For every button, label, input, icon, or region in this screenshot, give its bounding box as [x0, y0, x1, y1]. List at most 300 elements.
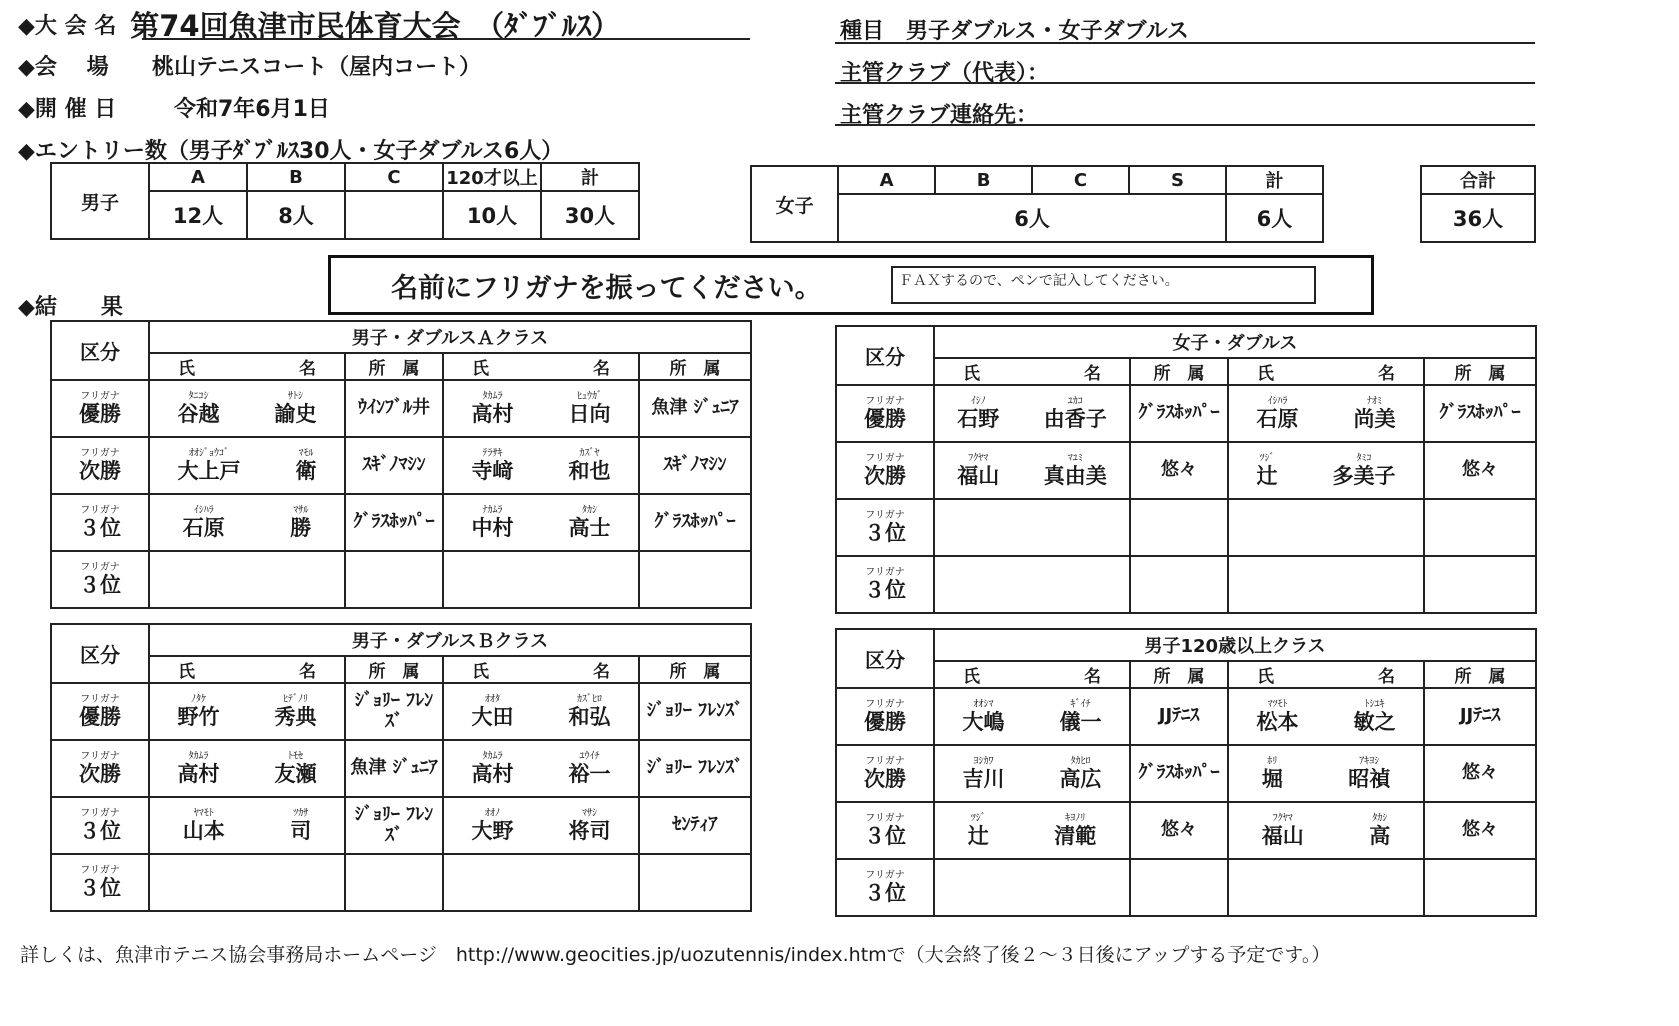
surname-kanji: 松本 — [1256, 710, 1299, 734]
rank-cell — [836, 442, 934, 499]
rank-furigana: フリガナ — [865, 813, 905, 824]
affiliation-cell: ｼﾞｮﾘｰ ﾌﾚﾝｽﾞ — [639, 683, 751, 740]
given-name-header: 名 — [299, 359, 316, 379]
given-kanji: 秀典 — [274, 705, 317, 729]
rank-furigana: フリガナ — [80, 505, 120, 516]
table-title: 男子・ダブルスＡクラス — [149, 321, 751, 353]
surname-furigana: ﾌｸﾔﾏ — [968, 453, 989, 464]
surname-kanji: 大上戸 — [177, 459, 241, 483]
given-furigana: ﾋﾃﾞﾉﾘ — [283, 694, 308, 705]
rank-cell — [51, 797, 149, 854]
player-name-cell — [149, 437, 345, 494]
rank-cell — [51, 683, 149, 740]
date-label: ◆開 催 日 — [18, 97, 117, 122]
surname-header: 氏 — [963, 364, 980, 384]
result-row — [51, 797, 751, 854]
men-entry-table — [50, 162, 640, 240]
affiliation-cell — [345, 854, 443, 911]
name-header — [1228, 661, 1424, 688]
player-surname — [178, 392, 220, 425]
surname-kanji: 石野 — [957, 407, 1000, 431]
surname-kanji: 福山 — [957, 464, 1000, 488]
given-kanji: 由香子 — [1043, 407, 1107, 431]
rank-name: 優勝 — [864, 710, 906, 734]
player-given-name — [569, 695, 611, 728]
results-label — [18, 290, 123, 321]
surname-furigana: ｲｼﾊﾗ — [193, 505, 214, 516]
result-table-men-b — [50, 623, 752, 912]
tournament-label: ◆大 会 名 — [18, 14, 117, 39]
given-furigana: ﾋｭｳｶﾞ — [577, 391, 602, 402]
surname-furigana: ﾌｸﾔﾏ — [1272, 813, 1293, 824]
player-surname — [963, 757, 1005, 790]
player-surname — [1262, 757, 1283, 790]
rank-cell — [51, 854, 149, 911]
surname-furigana: ｵｵｼﾞｮｳｺﾞ — [189, 448, 229, 459]
player-surname — [472, 449, 514, 482]
affiliation-cell: ｸﾞﾗｽﾎｯﾊﾟｰ — [1130, 385, 1228, 442]
grand-total-table — [1420, 165, 1536, 243]
given-kanji: 友瀬 — [274, 762, 317, 786]
given-name-header: 名 — [1378, 667, 1395, 687]
affiliation-cell: 悠々 — [1130, 442, 1228, 499]
player-name-cell — [934, 688, 1130, 745]
rank-cell — [51, 380, 149, 437]
men-col-a: A — [149, 163, 247, 191]
affiliation-cell: ｼﾞｮﾘｰ ﾌﾚﾝｽﾞ — [345, 683, 443, 740]
rank-name: ３位 — [864, 824, 906, 848]
event-type-rule — [835, 42, 1535, 44]
men-col-120: 120才以上 — [443, 163, 541, 191]
player-given-name — [290, 809, 311, 842]
rank-furigana: フリガナ — [80, 448, 120, 459]
surname-furigana: ﾏﾂﾓﾄ — [1267, 699, 1288, 710]
rank-furigana: フリガナ — [80, 694, 120, 705]
player-given-name — [1369, 814, 1390, 847]
rank-name: ３位 — [79, 876, 121, 900]
affiliation-cell: 魚津 ｼﾞｭﾆｱ — [345, 740, 443, 797]
result-table-men-120 — [835, 628, 1537, 917]
grand-total-label: 合計 — [1421, 166, 1535, 194]
rank-name: ３位 — [79, 573, 121, 597]
given-kanji: 和也 — [568, 459, 611, 483]
affiliation-cell: ｼﾞｮﾘｰ ﾌﾚﾝｽﾞ — [345, 797, 443, 854]
surname-kanji: 石原 — [182, 516, 225, 540]
player-surname — [183, 809, 225, 842]
surname-furigana: ﾀｶﾑﾗ — [482, 391, 503, 402]
rank-name: ３位 — [864, 521, 906, 545]
affiliation-cell: ｾﾝﾃｨｱ — [639, 797, 751, 854]
affiliation-cell — [639, 551, 751, 608]
surname-kanji: 山本 — [182, 819, 225, 843]
given-furigana: ﾕｶｺ — [1067, 396, 1083, 407]
venue-label: ◆会 場 — [18, 55, 109, 80]
affiliation-cell: ｸﾞﾗｽﾎｯﾊﾟｰ — [1130, 745, 1228, 802]
player-name-cell — [443, 854, 639, 911]
surname-header: 氏 — [1257, 364, 1274, 384]
result-row — [51, 494, 751, 551]
surname-furigana: ﾀｶﾑﾗ — [482, 751, 503, 762]
rank-cell — [836, 745, 934, 802]
venue-value: 桃山テニスコート（屋内コート） — [152, 55, 482, 80]
affiliation-cell: 悠々 — [1130, 802, 1228, 859]
rank-cell — [51, 437, 149, 494]
player-given-name — [569, 449, 611, 482]
player-given-name — [296, 449, 317, 482]
date-line — [18, 92, 330, 123]
affiliation-cell — [1424, 556, 1536, 613]
affiliation-cell: ｸﾞﾗｽﾎｯﾊﾟｰ — [639, 494, 751, 551]
affiliation-cell: ｽｷﾞﾉﾏｼﾝ — [639, 437, 751, 494]
given-furigana: ﾀｶﾋﾛ — [1070, 756, 1091, 767]
name-header — [1228, 358, 1424, 385]
player-name-cell — [934, 499, 1130, 556]
grand-total-value: 36人 — [1421, 194, 1535, 242]
affiliation-header: 所 属 — [1130, 358, 1228, 385]
host-club-text: 主管クラブ（代表）： — [840, 61, 1050, 86]
result-row — [836, 499, 1536, 556]
men-val-b: 8人 — [247, 191, 345, 239]
surname-header: 氏 — [1257, 667, 1274, 687]
surname-furigana: ｵｵﾉ — [485, 808, 500, 819]
affiliation-cell — [1130, 499, 1228, 556]
rank-furigana: フリガナ — [865, 870, 905, 881]
player-name-cell — [149, 380, 345, 437]
given-kanji: 多美子 — [1332, 464, 1396, 488]
surname-furigana: ﾃﾗｻｷ — [482, 448, 503, 459]
player-given-name — [1333, 454, 1396, 487]
given-furigana: ﾀﾐｺ — [1356, 453, 1372, 464]
result-row — [836, 385, 1536, 442]
rank-furigana: フリガナ — [865, 510, 905, 521]
player-given-name — [1354, 700, 1396, 733]
given-kanji: 儀一 — [1059, 710, 1102, 734]
surname-furigana: ﾂｼﾞ — [1259, 453, 1275, 464]
rank-cell — [836, 556, 934, 613]
given-kanji: 衛 — [295, 459, 317, 483]
player-name-cell — [443, 380, 639, 437]
men-col-total: 計 — [541, 163, 639, 191]
host-club-rule — [835, 82, 1535, 84]
given-kanji: 将司 — [568, 819, 611, 843]
rank-name: ３位 — [864, 881, 906, 905]
surname-kanji: 堀 — [1261, 767, 1283, 791]
affiliation-header: 所 属 — [1424, 358, 1536, 385]
women-col-total: 計 — [1226, 166, 1323, 194]
name-header — [934, 661, 1130, 688]
player-surname — [472, 392, 514, 425]
event-type — [840, 14, 1189, 45]
surname-furigana: ｲｼﾊﾗ — [1267, 396, 1288, 407]
affiliation-cell — [1424, 499, 1536, 556]
name-header — [443, 656, 639, 683]
rank-cell — [51, 551, 149, 608]
affiliation-cell: 魚津 ｼﾞｭﾆｱ — [639, 380, 751, 437]
event-type-text: 種目 男子ダブルス・女子ダブルス — [840, 19, 1189, 44]
surname-header: 氏 — [963, 667, 980, 687]
date-value: 令和7年6月1日 — [174, 97, 330, 122]
player-name-cell — [934, 802, 1130, 859]
given-kanji: 高士 — [568, 516, 611, 540]
kubun-header: 区分 — [51, 321, 149, 380]
fax-note: ＦＡＸするので、ペンで記入してください。 — [891, 266, 1316, 304]
rank-furigana: フリガナ — [865, 396, 905, 407]
name-header — [443, 353, 639, 380]
rank-name: ３位 — [79, 819, 121, 843]
player-name-cell — [934, 442, 1130, 499]
player-surname — [178, 449, 241, 482]
surname-furigana: ｵｵﾀ — [485, 694, 500, 705]
surname-furigana: ｲｼﾉ — [970, 396, 986, 407]
player-surname — [178, 752, 220, 785]
affiliation-cell: ｽｷﾞﾉﾏｼﾝ — [345, 437, 443, 494]
rank-furigana: フリガナ — [80, 391, 120, 402]
affiliation-header: 所 属 — [1130, 661, 1228, 688]
player-given-name — [1060, 700, 1102, 733]
player-name-cell — [1228, 499, 1424, 556]
given-furigana: ﾄﾓｾ — [288, 751, 303, 762]
player-name-cell — [1228, 556, 1424, 613]
rank-name: 次勝 — [864, 767, 906, 791]
player-name-cell — [1228, 802, 1424, 859]
affiliation-header: 所 属 — [345, 353, 443, 380]
furigana-instruction: 名前にフリガナを振ってください。 — [391, 273, 822, 304]
player-given-name — [275, 392, 317, 425]
player-name-cell — [443, 551, 639, 608]
affiliation-cell: ｳｲﾝﾌﾞﾙ井 — [345, 380, 443, 437]
rank-furigana: フリガナ — [80, 751, 120, 762]
men-val-total: 30人 — [541, 191, 639, 239]
player-given-name — [275, 695, 317, 728]
affiliation-cell: 悠々 — [1424, 442, 1536, 499]
kubun-header: 区分 — [836, 629, 934, 688]
results-label-text: ◆結 果 — [18, 295, 123, 320]
title-underline — [142, 38, 750, 40]
player-surname — [178, 695, 220, 728]
name-header — [149, 656, 345, 683]
rank-name: 優勝 — [79, 705, 121, 729]
player-given-name — [1054, 814, 1096, 847]
result-row — [51, 380, 751, 437]
affiliation-cell: 悠々 — [1424, 802, 1536, 859]
surname-kanji: 辻 — [1256, 464, 1278, 488]
rank-furigana: フリガナ — [80, 865, 120, 876]
men-val-a: 12人 — [149, 191, 247, 239]
result-row — [51, 437, 751, 494]
surname-kanji: 辻 — [967, 824, 989, 848]
surname-header: 氏 — [472, 662, 489, 682]
player-given-name — [569, 809, 611, 842]
affiliation-cell — [1130, 556, 1228, 613]
player-given-name — [569, 392, 611, 425]
surname-header: 氏 — [472, 359, 489, 379]
entry-count-label: ◆エントリー数（男子ﾀﾞﾌﾞﾙｽ30人・女子ダブルス6人） — [18, 139, 564, 164]
given-kanji: 裕一 — [568, 762, 611, 786]
men-entry-label: 男子 — [51, 163, 149, 239]
given-furigana: ﾅｵﾐ — [1367, 396, 1382, 407]
result-row — [51, 854, 751, 911]
affiliation-header: 所 属 — [639, 656, 751, 683]
player-given-name — [569, 752, 611, 785]
player-surname — [957, 397, 999, 430]
player-surname — [472, 506, 514, 539]
player-given-name — [1044, 397, 1107, 430]
result-row — [51, 683, 751, 740]
given-name-header: 名 — [299, 662, 316, 682]
affiliation-cell: 悠々 — [1424, 745, 1536, 802]
given-furigana: ﾀｶｼ — [582, 505, 597, 516]
men-val-c — [345, 191, 443, 239]
result-row — [51, 551, 751, 608]
table-title: 女子・ダブルス — [934, 326, 1536, 358]
women-entry-table — [750, 165, 1324, 243]
surname-kanji: 大嶋 — [962, 710, 1005, 734]
surname-furigana: ﾀｶﾑﾗ — [188, 751, 209, 762]
surname-kanji: 中村 — [471, 516, 514, 540]
surname-kanji: 福山 — [1261, 824, 1304, 848]
result-table-men-a — [50, 320, 752, 609]
surname-header: 氏 — [178, 662, 195, 682]
rank-name: ３位 — [864, 578, 906, 602]
player-given-name — [1348, 757, 1390, 790]
venue-line — [18, 50, 481, 81]
player-surname — [1262, 814, 1304, 847]
given-furigana: ｷﾞｲﾁ — [1070, 699, 1091, 710]
tournament-name: 第74回魚津市民体育大会 （ﾀﾞﾌﾞﾙｽ） — [130, 9, 621, 43]
given-name-header: 名 — [1378, 364, 1395, 384]
rank-cell — [836, 802, 934, 859]
surname-kanji: 寺﨑 — [471, 459, 514, 483]
given-furigana: ｷﾖﾉﾘ — [1065, 813, 1086, 824]
player-name-cell — [149, 683, 345, 740]
given-name-header: 名 — [593, 359, 610, 379]
result-row — [51, 740, 751, 797]
host-contact-rule — [835, 124, 1535, 126]
player-surname — [1257, 700, 1299, 733]
surname-furigana: ﾂｼﾞ — [970, 813, 986, 824]
given-name-header: 名 — [1084, 364, 1101, 384]
rank-cell — [51, 740, 149, 797]
surname-furigana: ﾉﾀｹ — [191, 694, 206, 705]
player-surname — [472, 695, 514, 728]
player-name-cell — [934, 385, 1130, 442]
rank-cell — [836, 385, 934, 442]
player-name-cell — [1228, 442, 1424, 499]
player-name-cell — [149, 551, 345, 608]
rank-furigana: フリガナ — [80, 562, 120, 573]
furigana-banner — [328, 255, 1374, 315]
rank-furigana: フリガナ — [865, 699, 905, 710]
affiliation-cell — [639, 854, 751, 911]
rank-name: ３位 — [79, 516, 121, 540]
affiliation-header: 所 属 — [345, 656, 443, 683]
player-surname — [1257, 397, 1299, 430]
player-name-cell — [443, 797, 639, 854]
player-surname — [472, 752, 514, 785]
result-row — [836, 556, 1536, 613]
rank-furigana: フリガナ — [865, 567, 905, 578]
given-kanji: 清範 — [1054, 824, 1097, 848]
surname-furigana: ﾔﾏﾓﾄ — [193, 808, 214, 819]
given-kanji: 和弘 — [568, 705, 611, 729]
player-name-cell — [149, 797, 345, 854]
player-name-cell — [1228, 745, 1424, 802]
given-kanji: 尚美 — [1353, 407, 1396, 431]
player-surname — [963, 700, 1005, 733]
surname-furigana: ﾖｼｶﾜ — [973, 756, 994, 767]
men-col-b: B — [247, 163, 345, 191]
player-name-cell — [934, 745, 1130, 802]
women-col-a: A — [838, 166, 935, 194]
player-given-name — [1060, 757, 1102, 790]
kubun-header: 区分 — [836, 326, 934, 385]
surname-kanji: 大野 — [471, 819, 514, 843]
rank-cell — [836, 688, 934, 745]
given-kanji: 勝 — [290, 516, 312, 540]
player-surname — [183, 506, 225, 539]
player-given-name — [290, 506, 311, 539]
result-row — [836, 745, 1536, 802]
given-name-header: 名 — [593, 662, 610, 682]
surname-kanji: 大田 — [471, 705, 514, 729]
player-surname — [957, 454, 999, 487]
given-furigana: ｻﾄｼ — [288, 391, 303, 402]
affiliation-cell: ｸﾞﾗｽﾎｯﾊﾟｰ — [345, 494, 443, 551]
given-furigana: ｶｽﾞﾋﾛ — [577, 694, 602, 705]
name-header — [934, 358, 1130, 385]
women-col-b: B — [935, 166, 1032, 194]
player-name-cell — [443, 494, 639, 551]
surname-furigana: ﾀﾆｺｼ — [188, 391, 209, 402]
given-furigana: ﾕｳｲﾁ — [579, 751, 600, 762]
rank-furigana: フリガナ — [865, 756, 905, 767]
surname-kanji: 高村 — [471, 762, 514, 786]
given-furigana: ﾏｻﾙ — [293, 505, 309, 516]
player-name-cell — [149, 740, 345, 797]
surname-kanji: 高村 — [177, 762, 220, 786]
rank-name: 次勝 — [79, 459, 121, 483]
given-kanji: 司 — [290, 819, 312, 843]
player-given-name — [275, 752, 317, 785]
affiliation-cell — [1424, 859, 1536, 916]
player-name-cell — [443, 740, 639, 797]
kubun-header: 区分 — [51, 624, 149, 683]
rank-name: 優勝 — [864, 407, 906, 431]
affiliation-cell: ｸﾞﾗｽﾎｯﾊﾟｰ — [1424, 385, 1536, 442]
given-kanji: 敏之 — [1353, 710, 1396, 734]
host-contact-text: 主管クラブ連絡先： — [840, 103, 1039, 128]
given-furigana: ｶｽﾞﾔ — [579, 448, 600, 459]
affiliation-header: 所 属 — [639, 353, 751, 380]
rank-furigana: フリガナ — [865, 453, 905, 464]
given-name-header: 名 — [1084, 667, 1101, 687]
rank-furigana: フリガナ — [80, 808, 120, 819]
women-entry-label: 女子 — [751, 166, 838, 242]
player-name-cell — [1228, 688, 1424, 745]
rank-name: 次勝 — [864, 464, 906, 488]
given-kanji: 高広 — [1059, 767, 1102, 791]
given-kanji: 日向 — [568, 402, 611, 426]
table-title: 男子・ダブルスＢクラス — [149, 624, 751, 656]
name-header — [149, 353, 345, 380]
given-kanji: 真由美 — [1043, 464, 1107, 488]
surname-furigana: ｵｵｼﾏ — [973, 699, 994, 710]
surname-kanji: 高村 — [471, 402, 514, 426]
player-name-cell — [149, 854, 345, 911]
given-kanji: 諭史 — [274, 402, 317, 426]
surname-kanji: 谷越 — [177, 402, 220, 426]
affiliation-cell — [345, 551, 443, 608]
